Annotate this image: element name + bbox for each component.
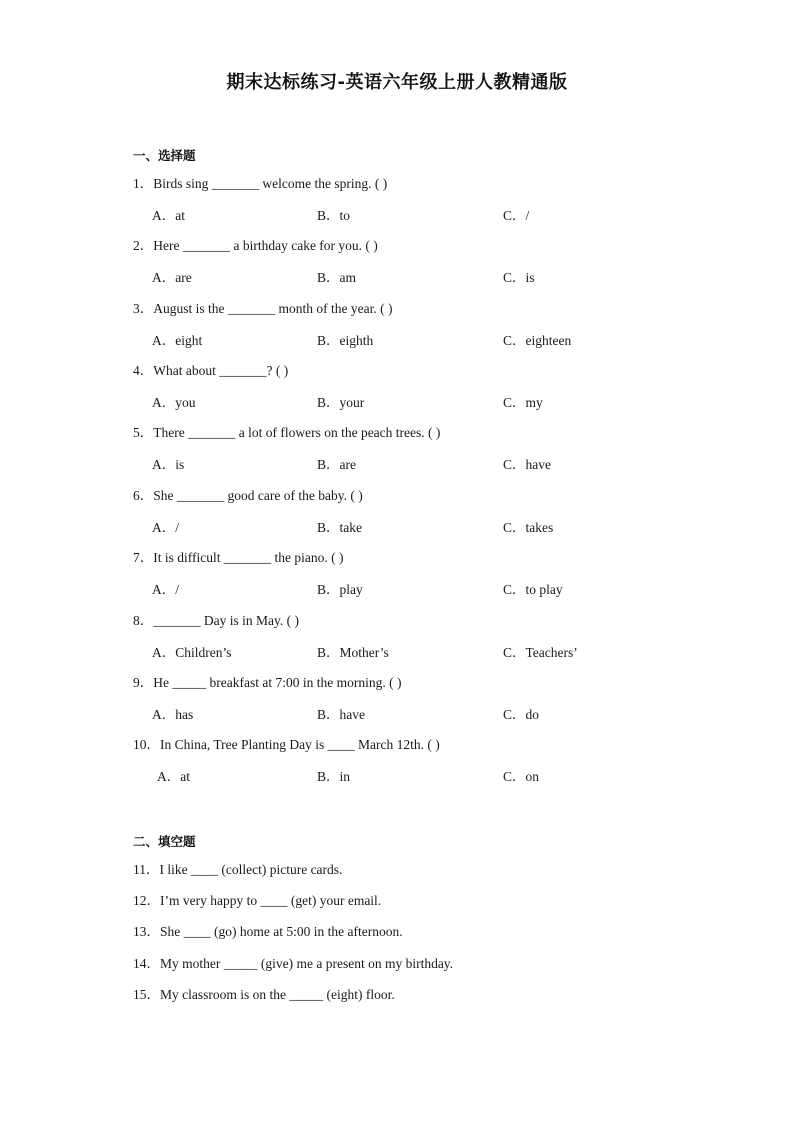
- option-a: A．at: [152, 208, 185, 223]
- section-heading-fill-blank: 二、填空题: [133, 834, 196, 849]
- fill-question: 15．My classroom is on the _____ (eight) floor.: [133, 987, 395, 1002]
- option-a: A．/: [152, 520, 179, 535]
- fill-question: 11．I like ____ (collect) picture cards.: [133, 862, 343, 877]
- option-c: C．eighteen: [503, 333, 572, 348]
- option-b: B．eighth: [317, 333, 374, 348]
- option-b: B．in: [317, 769, 351, 784]
- option-a: A．at: [157, 769, 190, 784]
- question-stem: 3．August is the _______ month of the year. ( ): [133, 301, 393, 316]
- fill-question: 14．My mother _____ (give) me a present on my birthday.: [133, 956, 454, 971]
- option-b: B．am: [317, 270, 356, 285]
- option-c: C．takes: [503, 520, 554, 535]
- question-stem: 6．She _______ good care of the baby. ( ): [133, 488, 363, 503]
- option-b: B．to: [317, 208, 351, 223]
- option-b: B．are: [317, 457, 356, 472]
- option-b: B．your: [317, 395, 365, 410]
- question-stem: 10．In China, Tree Planting Day is ____ March 12th. ( ): [133, 737, 440, 752]
- question-stem: 1．Birds sing _______ welcome the spring. ( ): [133, 176, 388, 191]
- section-heading-choice: 一、选择题: [133, 148, 196, 163]
- option-b: B．play: [317, 582, 363, 597]
- question-stem: 9．He _____ breakfast at 7:00 in the morning. ( ): [133, 675, 402, 690]
- option-b: B．Mother’s: [317, 645, 389, 660]
- option-c: C．have: [503, 457, 551, 472]
- question-stem: 4．What about _______? ( ): [133, 363, 289, 378]
- option-a: A．eight: [152, 333, 203, 348]
- option-a: A．has: [152, 707, 194, 722]
- option-b: B．take: [317, 520, 362, 535]
- option-c: C．to play: [503, 582, 563, 597]
- fill-question: 12．I’m very happy to ____ (get) your email.: [133, 893, 382, 908]
- page-title: 期末达标练习-英语六年级上册人教精通版: [226, 72, 568, 93]
- fill-question: 13．She ____ (go) home at 5:00 in the afternoon.: [133, 924, 403, 939]
- option-c: C．Teachers’: [503, 645, 578, 660]
- option-a: A．is: [152, 457, 185, 472]
- option-c: C．is: [503, 270, 535, 285]
- option-a: A．you: [152, 395, 196, 410]
- option-c: C．on: [503, 769, 540, 784]
- option-c: C．do: [503, 707, 540, 722]
- option-c: C．/: [503, 208, 530, 223]
- question-stem: 8．_______ Day is in May. ( ): [133, 613, 299, 628]
- option-a: A．are: [152, 270, 192, 285]
- option-a: A．Children’s: [152, 645, 232, 660]
- option-c: C．my: [503, 395, 543, 410]
- option-b: B．have: [317, 707, 365, 722]
- option-a: A．/: [152, 582, 179, 597]
- question-stem: 5．There _______ a lot of flowers on the peach trees. ( ): [133, 425, 441, 440]
- question-stem: 2．Here _______ a birthday cake for you. ( ): [133, 238, 378, 253]
- question-stem: 7．It is difficult _______ the piano. ( ): [133, 550, 344, 565]
